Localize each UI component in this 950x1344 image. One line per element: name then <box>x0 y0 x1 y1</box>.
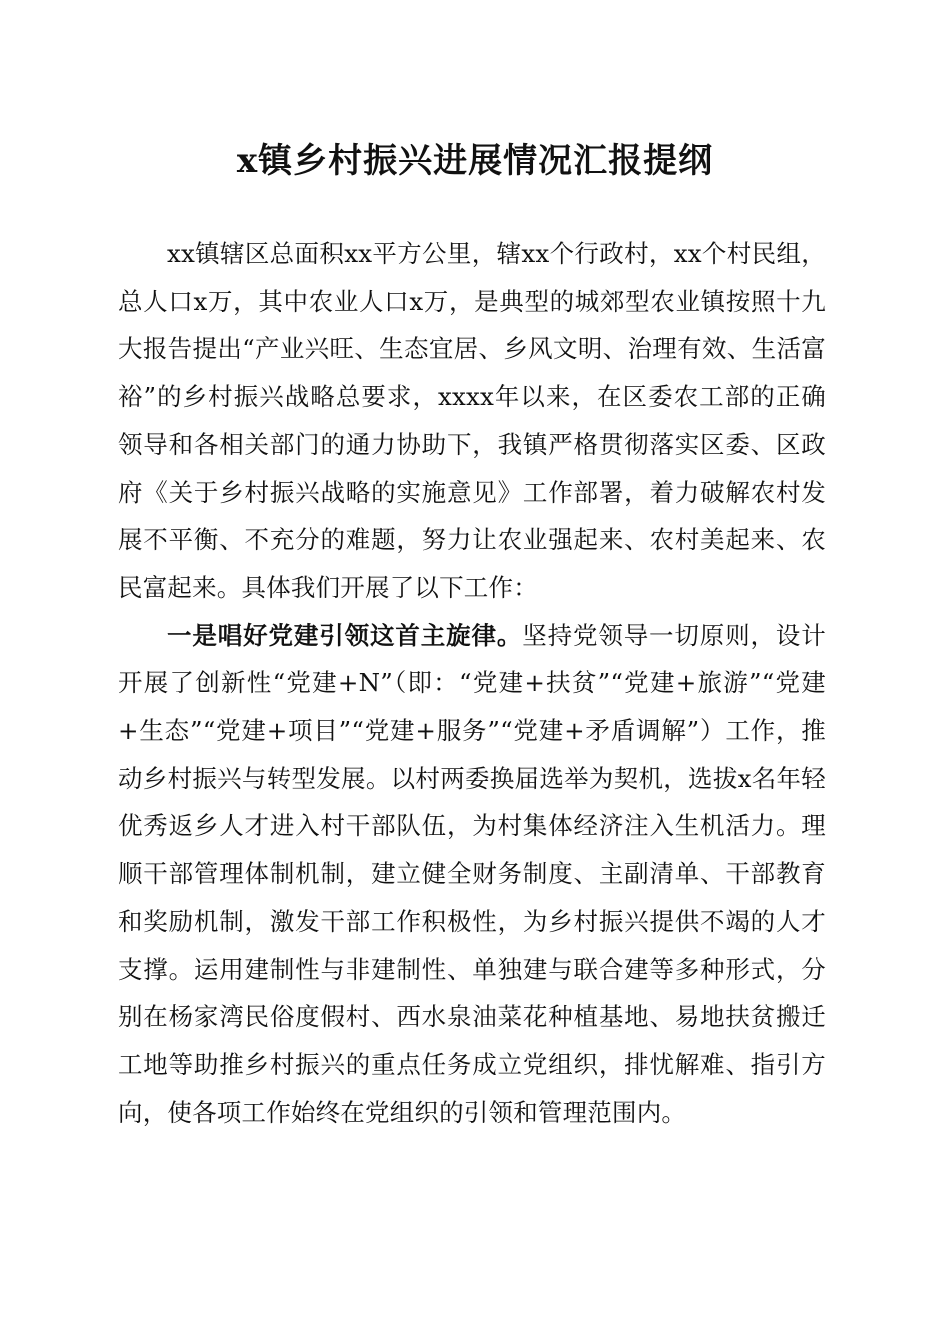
intro-paragraph <box>118 230 826 612</box>
intro-paragraph-text: xx镇辖区总面积xx平方公里，辖xx个行政村，xx个村民组，总人口x万，其中农业人口x万，是典型的城郊型农业镇按照十九大报告提出“产业兴旺、生态宜居、乡风文明、治理有效、生活富裕”的乡村振兴战略总要求，xxxx年以来，在区委农工部的正确领导和各相关部门的通力协助下，我镇严格贯彻落实区委、区政府《关于乡村振兴战略的实施意见》工作部署，着力破解农村发展不平衡、不充分的难题，努力让农业强起来、农村美起来、农民富起来。具体我们开展了以下工作： <box>118 239 826 602</box>
document-title: x镇乡村振兴进展情况汇报提纲 <box>236 141 714 181</box>
section-one-paragraph <box>118 612 826 1137</box>
section-one-heading: 一是唱好党建引领这首主旋律。 <box>167 620 523 650</box>
document-body <box>118 230 826 1136</box>
section-one-text: 坚持党领导一切原则，设计开展了创新性“党建+N”（即：“党建+扶贫”“党建+旅游”“党建+生态”“党建+项目”“党建+服务”“党建+矛盾调解”）工作，推动乡村振兴与转型发展。以村两委换届选举为契机，选拔x名年轻优秀返乡人才进入村干部队伍，为村集体经济注入生机活力。理顺干部管理体制机制，建立健全财务制度、主副清单、干部教育和奖励机制，激发干部工作积极性，为乡村振兴提供不竭的人才支撑。运用建制性与非建制性、单独建与联合建等多种形式，分别在杨家湾民俗度假村、西水泉油菜花种植基地、易地扶贫搬迁工地等助推乡村振兴的重点任务成立党组织，排忧解难、指引方向，使各项工作始终在党组织的引领和管理范围内。 <box>118 620 826 1127</box>
